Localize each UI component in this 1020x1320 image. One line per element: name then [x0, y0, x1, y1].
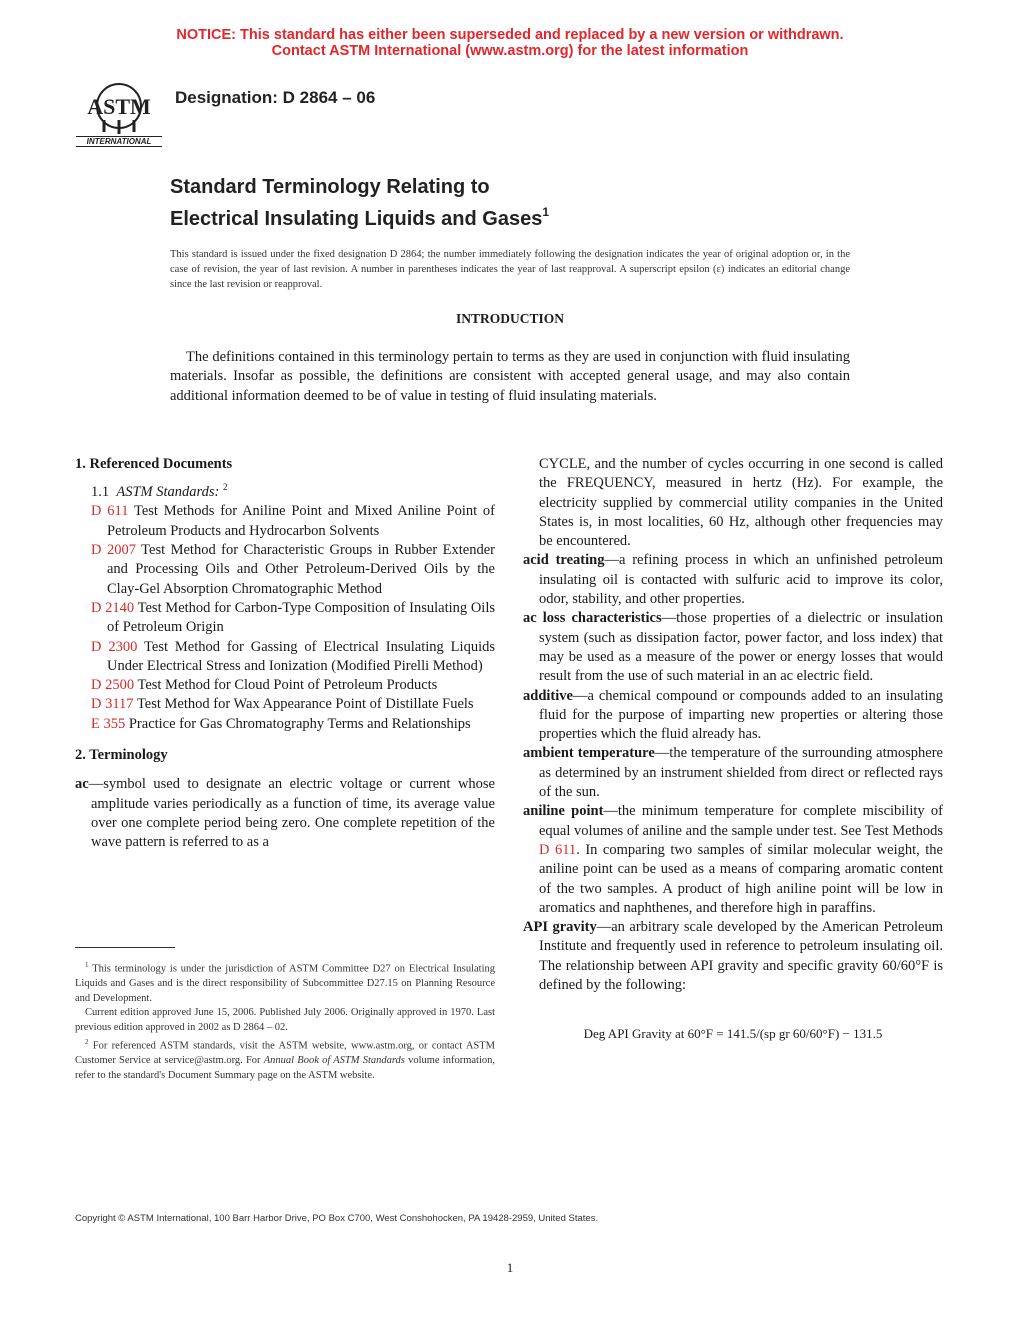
page-number: 1	[506, 1260, 514, 1275]
logo-caption: INTERNATIONAL	[76, 136, 162, 147]
introduction-heading: INTRODUCTION	[455, 311, 564, 326]
notice-line-2: Contact ASTM International (www.astm.org) for the latest information	[271, 43, 749, 59]
term-additive: additive—a chemical compound or compounds added to an insulating fluid for the purpose of imparting new properties or altering those properties which the fluid already has.	[523, 687, 943, 743]
title-footnote-mark: 1	[542, 205, 550, 219]
reference-item: D 2140 Test Method for Carbon-Type Composition of Insulating Oils of Petroleum Origin	[91, 599, 495, 636]
copyright-notice: Copyright © ASTM International, 100 Barr Harbor Drive, PO Box C700, West Conshohocken, PA 19428-2959, United States.	[75, 1213, 599, 1224]
right-column	[523, 455, 943, 1044]
term-aniline-point: aniline point—the minimum temperature for complete miscibility of equal volumes of aniline and the sample under test. See Test Methods D 611. In comparing two samples of similar molecular weight, the aniline point can be used as a means of comparing aromatic content of the two samples. A product of high aniline point will be low in aromatics and naphthenes, and therefore high in paraffins.	[523, 803, 943, 916]
term-ac-loss-characteristics: ac loss characteristics—those properties of a dielectric or insulation system (such as dissipation factor, power factor, and loss index) that may be used as a measure of the power or energy losses that would result from the use of such material in an ac electric field.	[523, 610, 943, 685]
astm-logo	[74, 76, 164, 150]
aniline-reference-link[interactable]: D 611	[539, 841, 577, 858]
footnotes	[75, 958, 495, 1083]
reference-link[interactable]: D 2007	[91, 542, 136, 559]
term-ac: ac—symbol used to designate an electric voltage or current whose amplitude varies periodically as a function of time, its average value over one complete period being zero. One complete repetition of the wave pattern is referred to as a	[75, 776, 495, 851]
reference-link[interactable]: D 2300	[91, 638, 138, 655]
term-ac-continued: CYCLE, and the number of cycles occurring in one second is called the FREQUENCY, measured in hertz (Hz). For example, the electricity supplied by commercial utility companies in the United States is, in most localities, 60 Hz, although other frequencies may be encountered.	[539, 456, 943, 550]
reference-link[interactable]: D 611	[91, 503, 129, 520]
document-title	[170, 175, 549, 232]
reference-item: D 3117 Test Method for Wax Appearance Point of Distillate Fuels	[91, 696, 474, 713]
reference-link[interactable]: D 3117	[91, 696, 134, 713]
reference-item: D 611 Test Methods for Aniline Point and Mixed Aniline Point of Petroleum Products and Hydrocarbon Solvents	[91, 503, 495, 539]
title-line-1: Standard Terminology Relating to	[170, 176, 490, 198]
reference-link[interactable]: D 2140	[91, 599, 135, 616]
section-2-heading: 2. Terminology	[75, 746, 168, 763]
api-gravity-formula: Deg API Gravity at 60°F = 141.5/(sp gr 60/60°F) − 131.5	[583, 1026, 883, 1042]
notice-line-1: NOTICE: This standard has either been superseded and replaced by a new version or withdrawn.	[176, 27, 844, 43]
reference-item: E 355 Practice for Gas Chromatography Terms and Relationships	[91, 715, 471, 732]
term-ambient-temperature: ambient temperature—the temperature of the surrounding atmosphere as determined by an instrument shielded from direct or reflected rays of the sun.	[523, 745, 943, 801]
introduction-body: The definitions contained in this terminology pertain to terms as they are used in conjunction with fluid insulating materials. Insofar as possible, the definitions are consistent with accepted general usage, and may also contain additional information deemed to be of value in testing of fluid insulating materials.	[170, 349, 850, 404]
footnote-2: $^2$ For referenced ASTM standards, visit the ASTM website, www.astm.org, or contact ASTM Customer Service at service@astm.org. For Annual Book of ASTM Standards volume information, refer to the standard's Document Summary page on the ASTM website.	[75, 1038, 495, 1081]
reference-link[interactable]: D 2500	[91, 677, 135, 694]
section-1-1-heading: 1.1 ASTM Standards: $^2$	[91, 482, 228, 501]
reference-item: D 2300 Test Method for Gassing of Electrical Insulating Liquids Under Electrical Stress and Ionization (Modified Pirelli Method)	[91, 638, 495, 674]
reference-item: D 2007 Test Method for Characteristic Groups in Rubber Extender and Processing Oils and Other Petroleum-Derived Oils by the Clay-Gel Absorption Chromatographic Method	[91, 542, 495, 597]
reference-link[interactable]: E 355	[91, 715, 126, 732]
footnote-divider	[75, 947, 175, 948]
term-acid-treating: acid treating—a refining process in which an unfinished petroleum insulating oil is contacted with sulfuric acid to improve its color, odor, stability, and other properties.	[523, 552, 943, 608]
reference-item: D 2500 Test Method for Cloud Point of Petroleum Products	[91, 677, 438, 694]
svg-text:ASTM: ASTM	[87, 94, 151, 119]
left-column	[75, 455, 495, 852]
designation: Designation: D 2864 – 06	[175, 88, 376, 107]
referenced-documents-list	[75, 502, 495, 734]
section-1-heading: 1. Referenced Documents	[75, 456, 233, 472]
term-api-gravity: API gravity—an arbitrary scale developed by the American Petroleum Institute and frequently used in reference to petroleum insulating oil. The relationship between API gravity and specific gravity 60/60°F is defined by the following:	[523, 919, 943, 994]
footnote-1-edition: Current edition approved June 15, 2006. Published July 2006. Originally approved in 1970. Last previous edition approved in 2002 as D 2864 – 02.	[75, 1007, 495, 1033]
footnote-1: $^1$ This terminology is under the jurisdiction of ASTM Committee D27 on Electrical Insulating Liquids and Gases and is the direct responsibility of Subcommittee D27.15 on Planning Resource and Development.	[75, 961, 496, 1004]
title-line-2: Electrical Insulating Liquids and Gases$^1$	[170, 205, 550, 230]
issue-note: This standard is issued under the fixed designation D 2864; the number immediately following the designation indicates the year of original adoption or, in the case of revision, the year of last revision. A number in parentheses indicates the year of last reapproval. A superscript epsilon (ε) indicates an editorial change since the last revision or reapproval.	[170, 249, 850, 290]
